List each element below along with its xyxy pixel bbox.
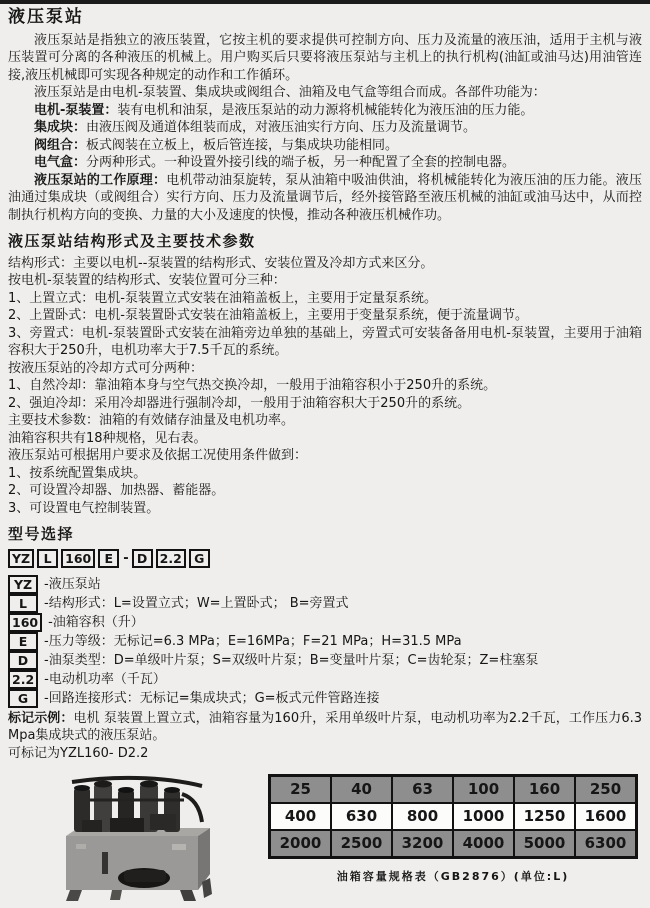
- intro-paragraph-2: 液压泵站是由电机-泵装置、集成块或阀组合、油箱及电气盒等组合而成。各部件功能为：: [34, 85, 546, 100]
- marking-example-text: 电机 泵装置上置立式，油箱容量为160升，采用单级叶片泵，电动机功率为2.2千瓦，工作压力6.3 Mpa集成块式的液压泵站。: [8, 710, 642, 743]
- legend-text: -油泵类型：D=单级叶片泵；S=双级叶片泵；B=变量叶片泵；C=齿轮泵；Z=柱塞泵: [44, 652, 539, 668]
- marking-example-result: 可标记为YZL160- D2.2: [8, 745, 149, 761]
- table-cell: 100: [453, 776, 514, 804]
- structure-line: 3、旁置式：电机-泵装置卧式安装在油箱旁边单独的基础上，旁置式可安装备备用电机-泵装置，主要用于油箱容积大于250升，电机功率大于7.5千瓦的系统。: [8, 325, 642, 358]
- model-legend-row-motor-power: [8, 670, 642, 689]
- model-legend-row-yz: [8, 575, 642, 594]
- model-legend-row-pump-type: [8, 651, 642, 670]
- table-cell: 250: [575, 776, 637, 804]
- component-label: 电气盒：: [34, 155, 87, 170]
- table-cell: 40: [331, 776, 392, 804]
- component-line-valve-combo: [8, 137, 642, 155]
- model-code-box-g: G: [189, 549, 210, 568]
- capacity-table-block: [268, 774, 638, 886]
- table-caption: 油箱容量规格表（GB2876）(单位:L): [336, 870, 570, 883]
- model-code-box-22: 2.2: [156, 549, 186, 568]
- table-cell: 2000: [270, 830, 332, 858]
- structure-line: 按液压泵站的冷却方式可分两种：: [8, 360, 204, 376]
- structure-line: 3、可设置电气控制装置。: [8, 500, 160, 516]
- structure-line: 油箱容积共有18种规格，见右表。: [8, 430, 207, 446]
- structure-line: 按电机-泵装置的结构形式、安装位置可分三种：: [8, 273, 286, 288]
- model-code-box-d: D: [132, 549, 153, 568]
- table-cell: 25: [270, 776, 332, 804]
- legend-text: -结构形式：L=设置立式；W=上置卧式； B=旁置式: [44, 595, 349, 611]
- structure-line: 2、上置卧式：电机-泵装置卧式安装在油箱盖板上，主要用于变量泵系统，便于流量调节。: [8, 308, 528, 323]
- component-desc: 装有电机和油泵，是液压泵站的动力源将机械能转化为液压油的压力能。: [117, 102, 534, 118]
- legend-code-box: 160: [8, 613, 42, 632]
- structure-line: 1、上置立式：电机-泵装置立式安装在油箱盖板上，主要用于定量泵系统。: [8, 290, 437, 306]
- component-label: 电机-泵装置：: [34, 102, 118, 118]
- component-line-electric-box: [8, 154, 642, 172]
- table-cell: 1000: [453, 803, 514, 830]
- table-cell: 63: [392, 776, 453, 804]
- hydraulic-pump-station-photo: [52, 774, 224, 908]
- table-cell: 630: [331, 803, 392, 830]
- component-desc: 分两种形式。一种设置外接引线的端子板，另一种配置了全套的控制电器。: [86, 155, 516, 170]
- table-row: [270, 776, 637, 804]
- bottom-section: [8, 774, 642, 908]
- structure-line: 1、按系统配置集成块。: [8, 465, 147, 481]
- legend-text: -回路连接形式：无标记=集成块式；G=板式元件管路连接: [44, 690, 380, 706]
- table-cell: 3200: [392, 830, 453, 858]
- structure-line: 2、强迫冷却：采用冷却器进行强制冷却，一般用于油箱容积大于250升的系统。: [8, 395, 471, 411]
- model-code-box-l: L: [37, 549, 58, 568]
- legend-text: -液压泵站: [44, 576, 101, 592]
- marking-example-paragraph: [8, 710, 642, 745]
- document-page: [0, 4, 650, 908]
- component-desc: 板式阀装在立板上，板后管连接，与集成块功能相同。: [86, 137, 399, 153]
- section-title-model-selection: 型号选择: [8, 525, 75, 543]
- component-desc: 电机带动油泵旋转，泵从油箱中吸油供油，将机械能转化为液压油的压力能。液压油通过集成块（或阀组合）实行方向、压力及流量调节后，经外接管路至液压机械的油缸或油马达中，从而控制执行机构方向的变换、力量的大小及速度的快慢，推动各种液压机械作功。: [8, 172, 642, 223]
- model-code-box-160: 160: [61, 549, 95, 568]
- legend-code-box: E: [8, 632, 38, 651]
- table-cell: 400: [270, 803, 332, 830]
- table-cell: 2500: [331, 830, 392, 858]
- component-desc: 由液压阀及通道体组装而成，对液压油实行方向、压力及流量调节。: [86, 120, 477, 135]
- model-code-box-e: E: [98, 549, 119, 568]
- legend-text: -压力等级：无标记=6.3 MPa；E=16MPa；F=21 MPa；H=31.5 MPa: [44, 633, 462, 649]
- model-code-box-yz: YZ: [8, 549, 34, 568]
- structure-line: 1、自然冷却：靠油箱本身与空气热交换冷却，一般用于油箱容积小于250升的系统。: [8, 378, 497, 393]
- component-label: 集成块：: [34, 120, 87, 135]
- table-cell: 160: [514, 776, 575, 804]
- component-line-working-principle: [8, 172, 642, 225]
- legend-code-box: YZ: [8, 575, 38, 594]
- component-line-motor-pump: [8, 102, 642, 120]
- component-label: 阀组合：: [34, 137, 87, 153]
- table-cell: 1250: [514, 803, 575, 830]
- section-title-structure: 液压泵站结构形式及主要技术参数: [8, 232, 256, 250]
- structure-line: 液压泵站可根据用户要求及依据工况使用条件做到：: [8, 448, 308, 463]
- component-line-manifold: [8, 119, 642, 137]
- model-legend-row-pressure: [8, 632, 642, 651]
- table-cell: 800: [392, 803, 453, 830]
- legend-text: -油箱容积（升）: [48, 614, 144, 630]
- model-legend-row-capacity: [8, 613, 642, 632]
- marking-example-label: 标记示例：: [8, 710, 74, 726]
- table-cell: 1600: [575, 803, 637, 830]
- legend-code-box: D: [8, 651, 38, 670]
- component-label: 液压泵站的工作原理：: [34, 172, 167, 188]
- model-code-diagram: [8, 548, 642, 570]
- table-cell: 5000: [514, 830, 575, 858]
- table-cell: 4000: [453, 830, 514, 858]
- pump-station-image: [52, 774, 224, 902]
- legend-code-box: G: [8, 689, 38, 708]
- legend-text: -电动机功率（千瓦）: [44, 671, 166, 687]
- legend-code-box: L: [8, 594, 38, 613]
- model-code-dash: -: [123, 550, 129, 566]
- structure-line: 2、可设置冷却器、加热器、蓄能器。: [8, 483, 225, 498]
- structure-line: 结构形式：主要以电机--泵装置的结构形式、安装位置及冷却方式来区分。: [8, 255, 434, 271]
- model-legend-row-structure: [8, 594, 642, 613]
- model-legend-row-circuit: [8, 689, 642, 708]
- intro-paragraph-1: 液压泵站是指独立的液压装置，它按主机的要求提供可控制方向、压力及流量的液压油，适用于主机与液压装置可分离的各种液压的机械上。用户购买后只要将液压泵站与主机上的执行机构(油缸或油马达)用油管连接,液压机械即可实现各种规定的动作和工作循环。: [8, 32, 642, 83]
- legend-code-box: 2.2: [8, 670, 38, 689]
- table-row: [270, 803, 637, 830]
- table-row: [270, 830, 637, 858]
- capacity-table: [268, 774, 638, 859]
- table-cell: 6300: [575, 830, 637, 858]
- structure-line: 主要技术参数：油箱的有效储存油量及电机功率。: [8, 413, 295, 428]
- page-title: 液压泵站: [8, 7, 84, 27]
